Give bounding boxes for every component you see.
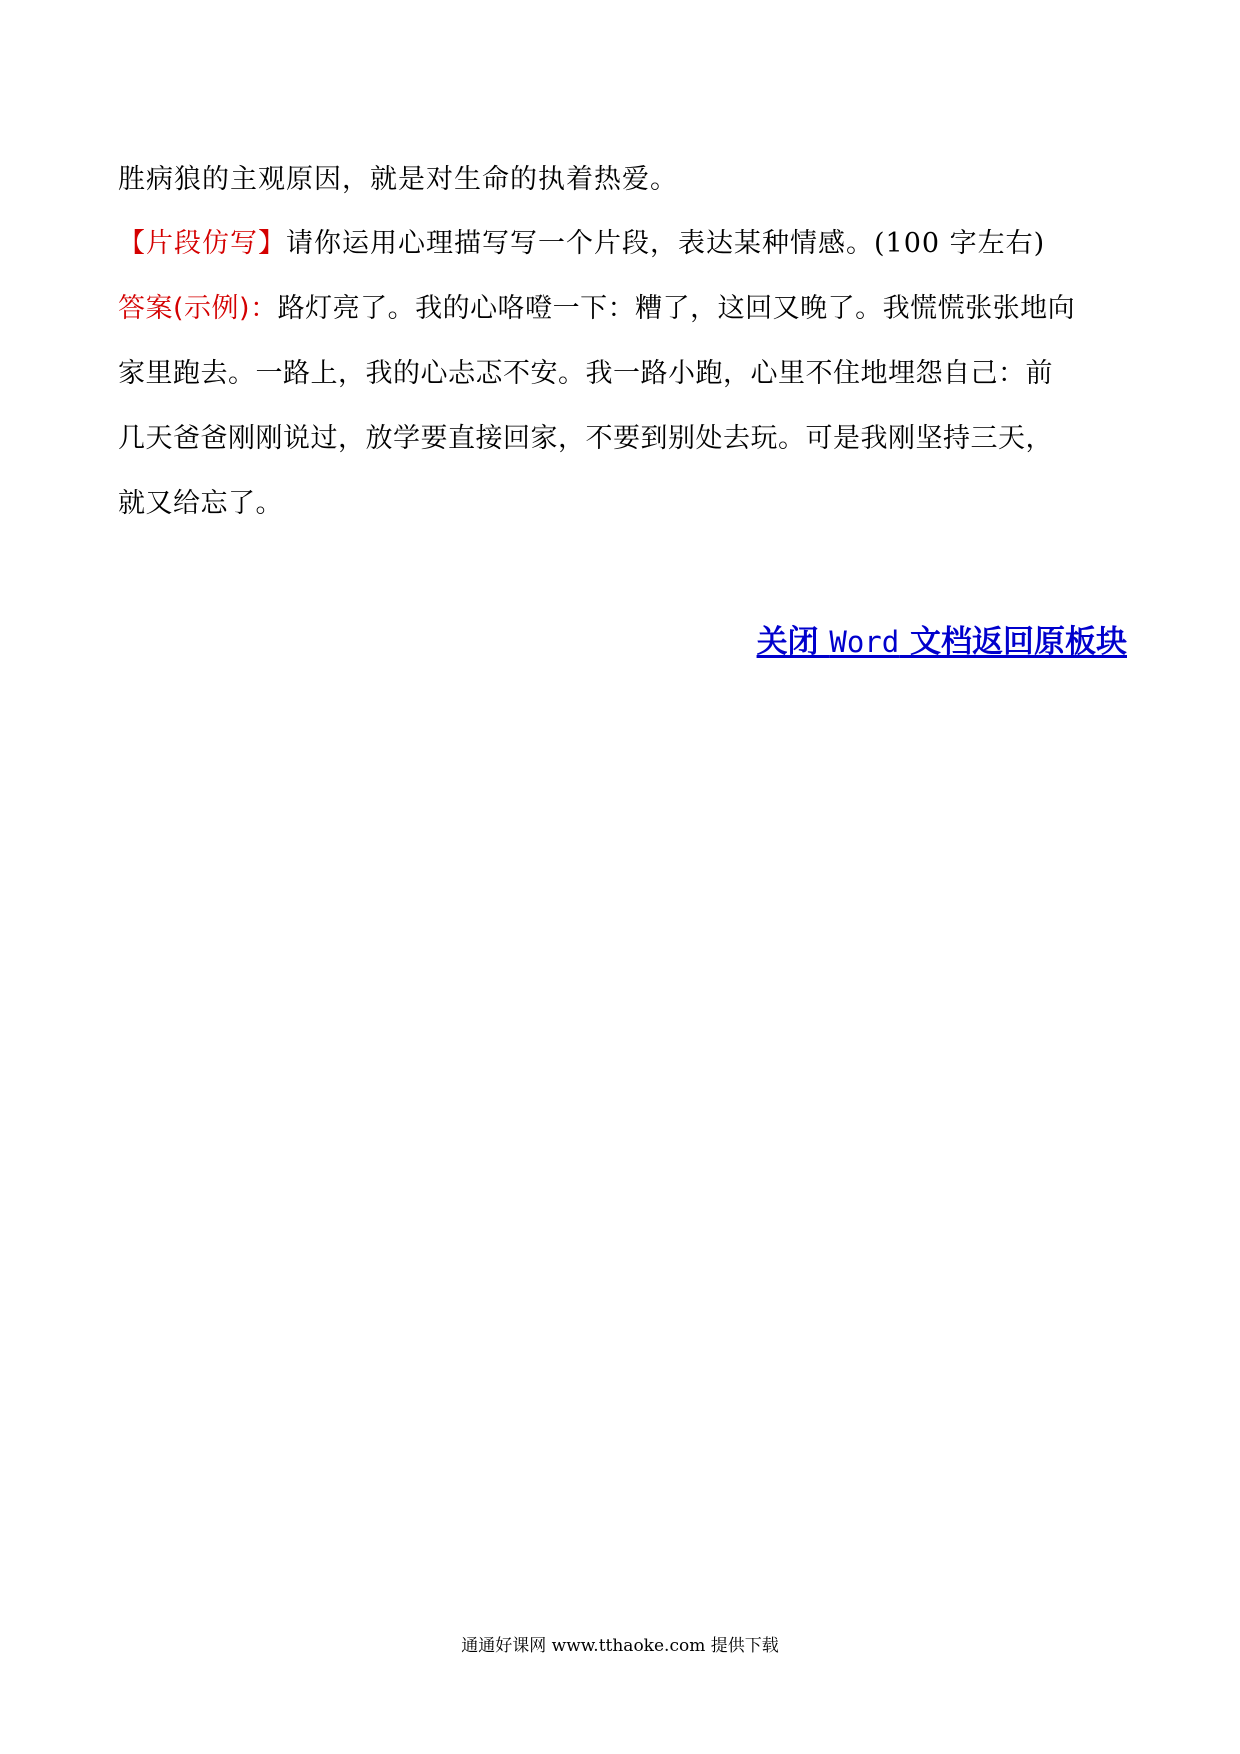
exercise-line — [118, 226, 1045, 262]
answer-text-1: 路灯亮了。我的心咯噔一下：糟了，这回又晚了。我慌慌张张地向 — [277, 293, 1076, 324]
paragraph-text: 胜病狼的主观原因，就是对生命的执着热爱。 — [118, 164, 678, 195]
answer-line-1 — [118, 291, 1075, 327]
answer-text-2: 家里跑去。一路上，我的心忐忑不安。我一路小跑，心里不住地埋怨自己：前 — [118, 358, 1053, 389]
footer-text: 通通好课网 www.tthaoke.com 提供下载 — [461, 1636, 779, 1656]
exercise-label: 【片段仿写】 — [118, 228, 286, 259]
answer-text-4: 就又给忘了。 — [118, 488, 283, 519]
close-link-text-2: 文档返回原板块 — [899, 624, 1127, 660]
answer-label: 答案(示例)： — [118, 293, 278, 324]
exercise-prompt: 请你运用心理描写写一个片段，表达某种情感。(100 字左右) — [286, 228, 1046, 259]
paragraph-line-1 — [118, 162, 678, 198]
document-body — [118, 0, 1128, 540]
close-link-text-word: Word — [829, 625, 900, 659]
page-footer — [0, 1634, 1240, 1658]
close-link-text-1: 关闭 — [756, 624, 830, 660]
answer-line-4 — [118, 486, 283, 522]
answer-text-3: 几天爸爸刚刚说过，放学要直接回家，不要到别处去玩。可是我刚坚持三天， — [118, 423, 1053, 454]
answer-line-2 — [118, 356, 1053, 392]
answer-line-3 — [118, 421, 1053, 457]
close-word-document-link[interactable] — [757, 622, 1127, 662]
